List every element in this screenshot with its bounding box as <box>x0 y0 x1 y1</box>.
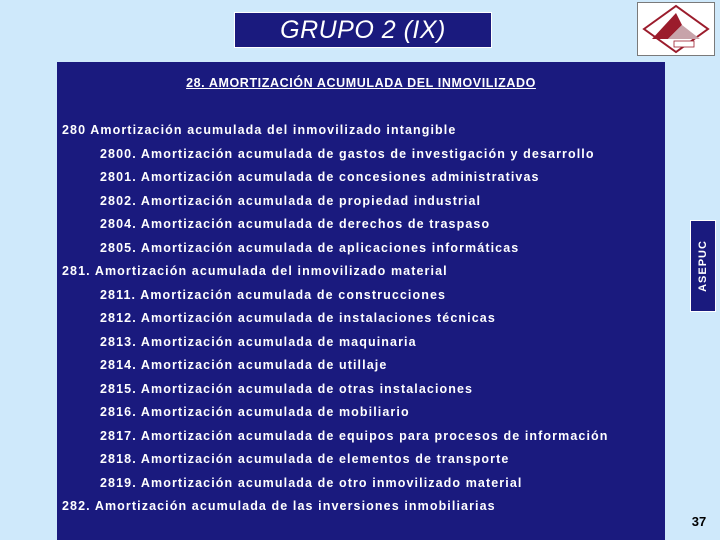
account-subline: 2814. Amortización acumulada de utillaje <box>100 358 388 372</box>
account-subline: 2811. Amortización acumulada de construcciones <box>100 287 447 302</box>
account-subline: 2818. Amortización acumulada de elementos de transporte <box>100 452 510 466</box>
asepuc-logo <box>637 2 715 56</box>
content-panel <box>57 62 665 540</box>
account-subline: 2812. Amortización acumulada de instalaciones técnicas <box>100 311 496 325</box>
account-subline: 2813. Amortización acumulada de maquinaria <box>100 334 417 349</box>
account-group-line: 282. Amortización acumulada de las inversiones inmobiliarias <box>62 499 496 513</box>
account-group-line: 281. Amortización acumulada del inmovilizado material <box>62 264 448 278</box>
account-subline: 2805. Amortización acumulada de aplicaciones informáticas <box>100 240 520 255</box>
section-subtitle: 28. AMORTIZACIÓN ACUMULADA DEL INMOVILIZADO <box>186 76 536 90</box>
account-subline: 2800. Amortización acumulada de gastos de investigación y desarrollo <box>100 146 595 161</box>
slide-title: GRUPO 2 (IX) <box>234 12 492 48</box>
account-group-line: 280 Amortización acumulada del inmovilizado intangible <box>62 123 457 137</box>
account-subline: 2816. Amortización acumulada de mobiliario <box>100 405 410 419</box>
account-subline: 2801. Amortización acumulada de concesiones administrativas <box>100 170 540 184</box>
side-label: ASEPUC <box>697 240 709 292</box>
side-label-tab <box>690 220 716 312</box>
account-subline: 2815. Amortización acumulada de otras instalaciones <box>100 381 474 396</box>
account-subline: 2802. Amortización acumulada de propiedad industrial <box>100 193 482 208</box>
account-subline: 2817. Amortización acumulada de equipos para procesos de información <box>100 428 609 443</box>
account-subline: 2819. Amortización acumulada de otro inmovilizado material <box>100 475 523 490</box>
page-number: 37 <box>691 514 707 529</box>
account-subline: 2804. Amortización acumulada de derechos de traspaso <box>100 217 491 231</box>
logo-graphic <box>638 3 714 55</box>
